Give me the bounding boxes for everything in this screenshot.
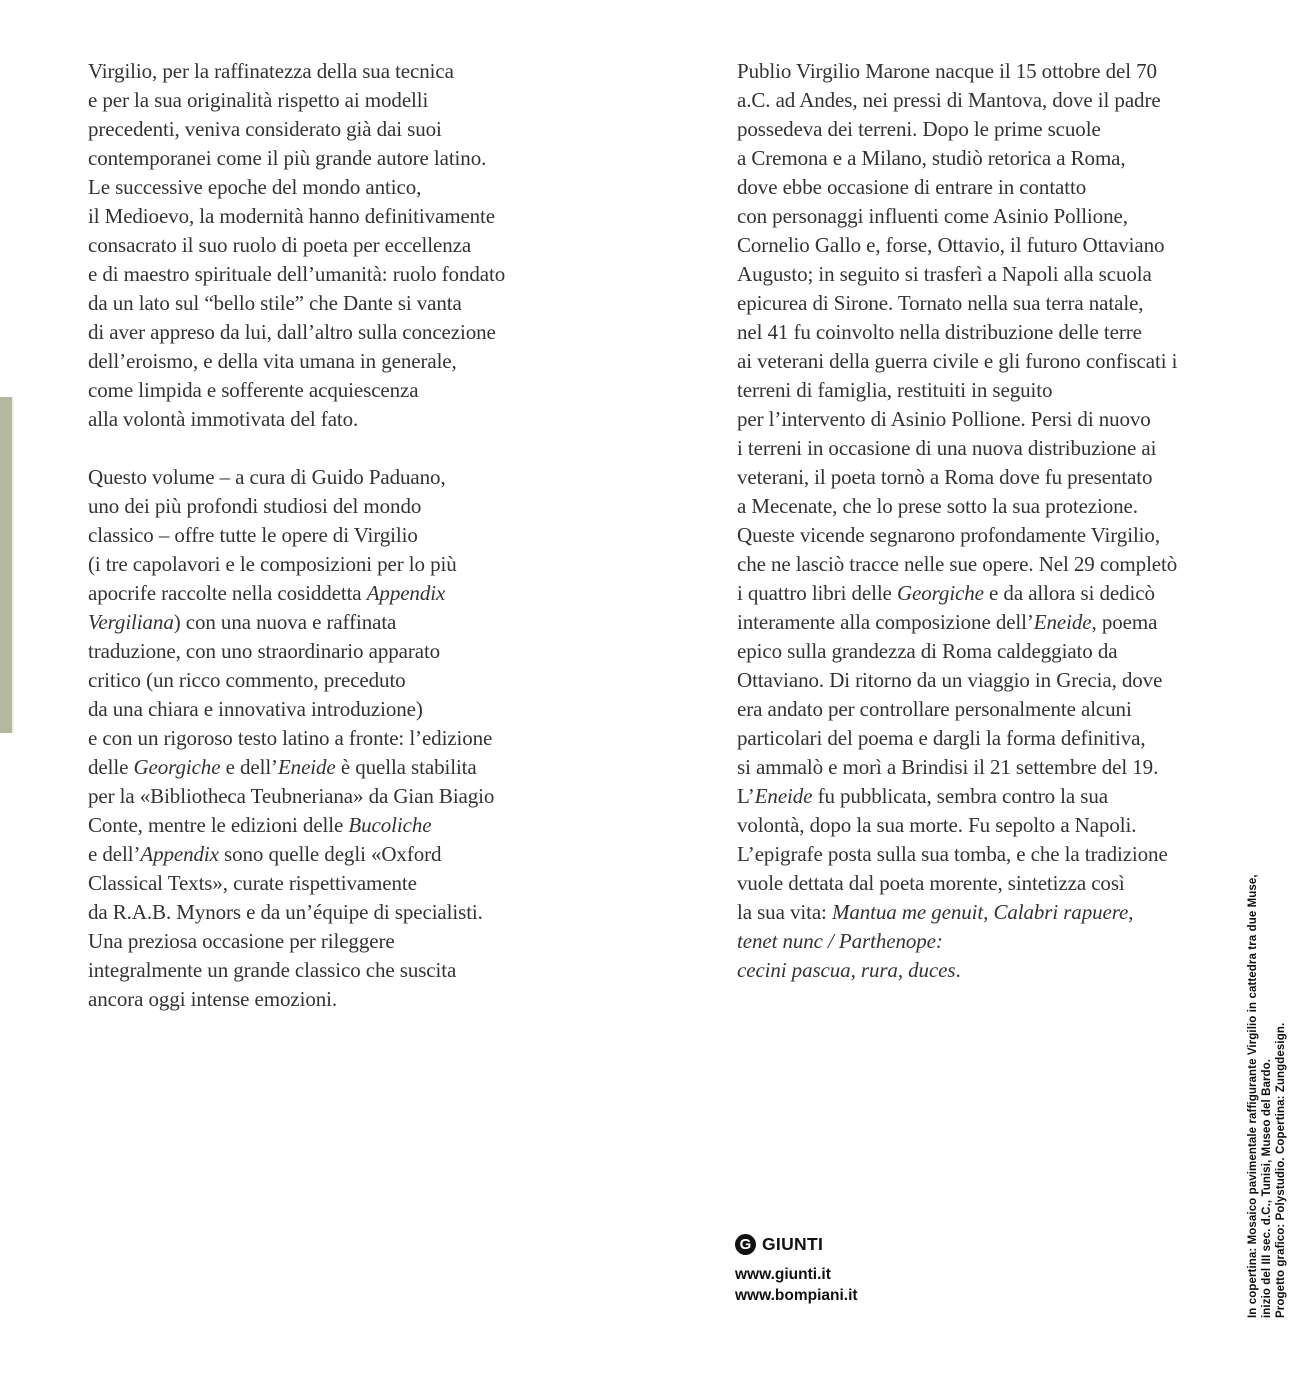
text-line: uno dei più profondi studiosi del mondo xyxy=(88,494,422,518)
text-line: integralmente un grande classico che suscita xyxy=(88,958,457,982)
text-line: epico sulla grandezza di Roma caldeggiato da xyxy=(737,639,1118,663)
text-line: a Mecenate, che lo prese sotto la sua protezione. xyxy=(737,494,1138,518)
text-line: Vergiliana) con una nuova e raffinata xyxy=(88,610,397,634)
text-line: e con un rigoroso testo latino a fronte: l’edizione xyxy=(88,726,493,750)
text-line: epicurea di Sirone. Tornato nella sua terra natale, xyxy=(737,291,1144,315)
website-url: www.giunti.it xyxy=(735,1266,831,1283)
text-line: Una preziosa occasione per rileggere xyxy=(88,929,395,953)
text-line: interamente alla composizione dell’Eneide, poema xyxy=(737,610,1158,634)
text-line: delle Georgiche e dell’Eneide è quella stabilita xyxy=(88,755,477,779)
text-line: i terreni in occasione di una nuova distribuzione ai xyxy=(737,436,1157,460)
text-line: particolari del poema e dargli la forma definitiva, xyxy=(737,726,1146,750)
text-line: di aver appreso da lui, dall’altro sulla concezione xyxy=(88,320,496,344)
text-line: Conte, mentre le edizioni delle Bucoliche xyxy=(88,813,432,837)
text-line: critico (un ricco commento, preceduto xyxy=(88,668,406,692)
text-line: i quattro libri delle Georgiche e da allora si dedicò xyxy=(737,581,1155,605)
text-line: volontà, dopo la sua morte. Fu sepolto a Napoli. xyxy=(737,813,1137,837)
spine-color-bar xyxy=(0,397,14,733)
text-line: tenet nunc / Parthenope: xyxy=(737,929,943,953)
text-line: Questo volume – a cura di Guido Paduano, xyxy=(88,465,446,489)
text-line: e di maestro spirituale dell’umanità: ruolo fondato xyxy=(88,262,506,286)
credits-line: Progetto grafico: Polystudio. Copertina: Zungdesign. xyxy=(1275,1022,1287,1318)
text-line: dove ebbe occasione di entrare in contatto xyxy=(737,175,1087,199)
text-line: con personaggi influenti come Asinio Pollione, xyxy=(737,204,1128,228)
text-line: da un lato sul “bello stile” che Dante si vanta xyxy=(88,291,462,315)
text-line: cecini pascua, rura, duces. xyxy=(737,958,961,982)
text-line: apocrife raccolte nella cosiddetta Appendix xyxy=(88,581,446,605)
text-line: e dell’Appendix sono quelle degli «Oxford xyxy=(88,842,442,866)
text-line: dell’eroismo, e della vita umana in generale, xyxy=(88,349,457,373)
text-line: contemporanei come il più grande autore latino. xyxy=(88,146,487,170)
text-line: il Medioevo, la modernità hanno definitivamente xyxy=(88,204,496,228)
left-text-column xyxy=(88,57,633,1014)
text-line: vuole dettata dal poeta morente, sintetizza così xyxy=(737,871,1125,895)
text-line: L’Eneide fu pubblicata, sembra contro la sua xyxy=(737,784,1108,808)
text-line: la sua vita: Mantua me genuit, Calabri rapuere, xyxy=(737,900,1134,924)
credits-line: In copertina: Mosaico pavimentale raffigurante Virgilio in cattedra tra due Muse, xyxy=(1247,874,1259,1318)
text-line: ai veterani della guerra civile e gli furono confiscati i xyxy=(737,349,1178,373)
text-line: Ottaviano. Di ritorno da un viaggio in Grecia, dove xyxy=(737,668,1163,692)
text-line: classico – offre tutte le opere di Virgilio xyxy=(88,523,418,547)
paragraph xyxy=(737,57,1247,985)
text-line: terreni di famiglia, restituiti in seguito xyxy=(737,378,1053,402)
text-line: come limpida e sofferente acquiescenza xyxy=(88,378,419,402)
text-line: per l’intervento di Asinio Pollione. Persi di nuovo xyxy=(737,407,1151,431)
publisher-logo xyxy=(735,1234,858,1255)
text-line: Queste vicende segnarono profondamente Virgilio, xyxy=(737,523,1160,547)
giunti-g-icon: G xyxy=(735,1234,756,1255)
text-line: Virgilio, per la raffinatezza della sua tecnica xyxy=(88,59,454,83)
text-line: che ne lasciò tracce nelle sue opere. Nel 29 completò xyxy=(737,552,1178,576)
text-line: Le successive epoche del mondo antico, xyxy=(88,175,422,199)
text-line: per la «Bibliotheca Teubneriana» da Gian Biagio xyxy=(88,784,495,808)
text-line: precedenti, veniva considerato già dai suoi xyxy=(88,117,442,141)
text-line: nel 41 fu coinvolto nella distribuzione delle terre xyxy=(737,320,1142,344)
text-line: (i tre capolavori e le composizioni per lo più xyxy=(88,552,457,576)
cover-credits-vertical xyxy=(1246,874,1290,1318)
paragraph xyxy=(88,463,633,1014)
text-line: possedeva dei terreni. Dopo le prime scuole xyxy=(737,117,1101,141)
text-line: consacrato il suo ruolo di poeta per eccellenza xyxy=(88,233,472,257)
website-url: www.bompiani.it xyxy=(735,1287,858,1304)
publisher-websites xyxy=(735,1264,858,1306)
text-line: a.C. ad Andes, nei pressi di Mantova, dove il padre xyxy=(737,88,1161,112)
text-line: L’epigrafe posta sulla sua tomba, e che la tradizione xyxy=(737,842,1168,866)
text-line: si ammalò e morì a Brindisi il 21 settembre del 19. xyxy=(737,755,1159,779)
text-line: da R.A.B. Mynors e da un’équipe di specialisti. xyxy=(88,900,483,924)
text-line: Cornelio Gallo e, forse, Ottavio, il futuro Ottaviano xyxy=(737,233,1165,257)
text-line: Classical Texts», curate rispettivamente xyxy=(88,871,417,895)
text-line: era andato per controllare personalmente alcuni xyxy=(737,697,1132,721)
publisher-name: GIUNTI xyxy=(762,1234,824,1254)
text-line: Publio Virgilio Marone nacque il 15 ottobre del 70 xyxy=(737,59,1157,83)
text-line: ancora oggi intense emozioni. xyxy=(88,987,338,1011)
right-text-column xyxy=(737,57,1247,985)
publisher-block xyxy=(735,1234,858,1306)
text-line: Augusto; in seguito si trasferì a Napoli alla scuola xyxy=(737,262,1152,286)
text-line: a Cremona e a Milano, studiò retorica a Roma, xyxy=(737,146,1126,170)
text-line: e per la sua originalità rispetto ai modelli xyxy=(88,88,429,112)
paragraph xyxy=(88,57,633,434)
text-line: veterani, il poeta tornò a Roma dove fu presentato xyxy=(737,465,1153,489)
text-line: alla volontà immotivata del fato. xyxy=(88,407,359,431)
text-line: traduzione, con uno straordinario apparato xyxy=(88,639,441,663)
credits-line: inizio del III sec. d.C., Tunisi, Museo del Bardo. xyxy=(1261,1058,1273,1318)
text-line: da una chiara e innovativa introduzione) xyxy=(88,697,423,721)
